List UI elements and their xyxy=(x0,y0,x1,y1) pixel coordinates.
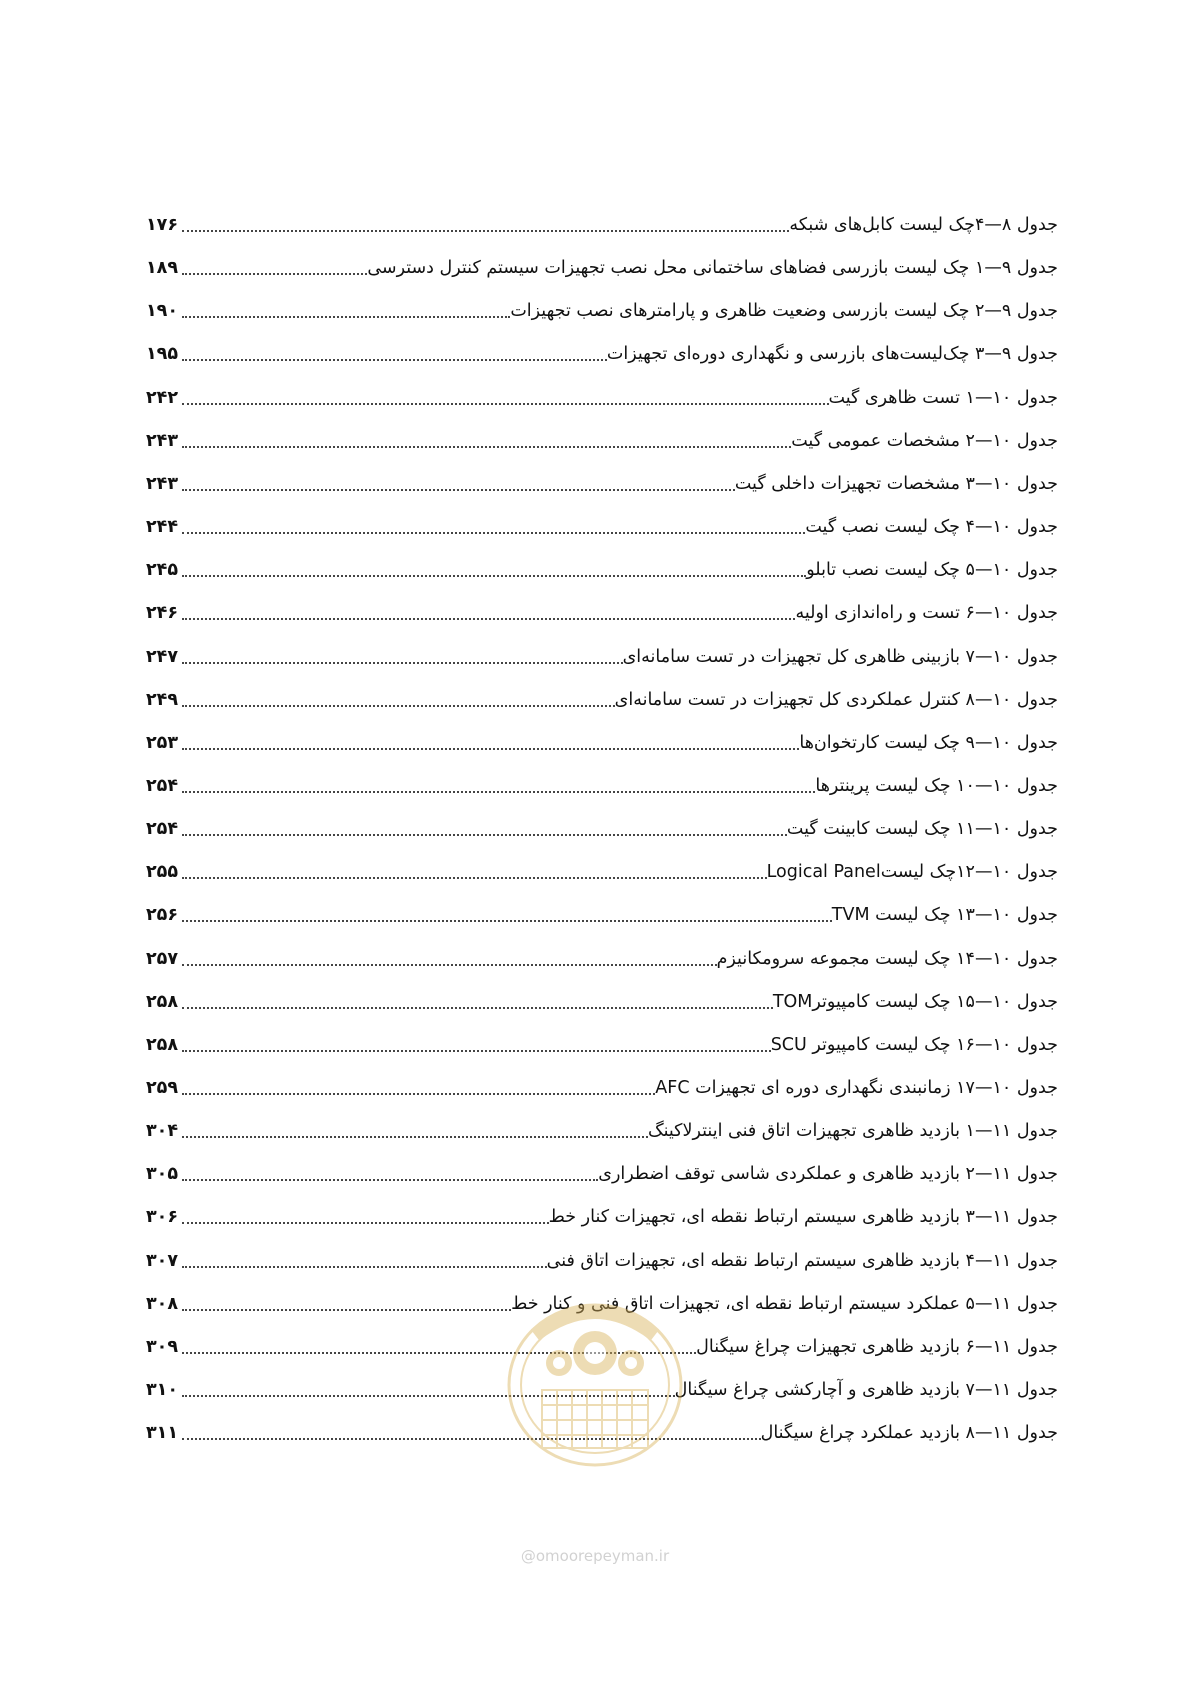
toc-entry[interactable] xyxy=(146,552,1058,582)
toc-entry[interactable] xyxy=(146,336,1058,366)
toc-entry-title: جدول ۱۰—۲ مشخصات عمومی گیت xyxy=(791,431,1058,451)
dot-leader xyxy=(182,877,767,879)
toc-entry-page-number: ۲۴۲ xyxy=(146,388,179,408)
watermark-url: @omoorepeyman.ir xyxy=(520,1547,670,1565)
toc-entry-title: جدول ۱۰—۱۳ چک لیست TVM xyxy=(831,905,1058,925)
toc-entry-page-number: ۳۰۹ xyxy=(146,1337,179,1357)
toc-entry[interactable] xyxy=(146,250,1058,280)
toc-entry-page-number: ۲۴۹ xyxy=(146,690,179,710)
dot-leader xyxy=(182,532,805,534)
toc-entry-title: جدول ۱۰—۱۲چک لیستLogical Panel xyxy=(766,862,1058,882)
dot-leader xyxy=(182,705,615,707)
toc-entry-title: جدول ۱۰—۸ کنترل عملکردی کل تجهیزات در تست سامانه‌ای xyxy=(614,690,1058,710)
dot-leader xyxy=(182,834,787,836)
toc-entry[interactable] xyxy=(146,423,1058,453)
toc-entry-title: جدول ۱۰—۷ بازبینی ظاهری کل تجهیزات در تست سامانه‌ای xyxy=(622,647,1058,667)
dot-leader xyxy=(182,1395,675,1397)
toc-entry-title: جدول ۹—۲ چک لیست بازرسی وضعیت ظاهری و پارامترهای نصب تجهیزات xyxy=(510,301,1058,321)
dot-leader xyxy=(182,316,510,318)
toc-entry-page-number: ۲۴۵ xyxy=(146,560,179,580)
toc-entry[interactable] xyxy=(146,725,1058,755)
toc-entry[interactable] xyxy=(146,639,1058,669)
toc-entry[interactable] xyxy=(146,1286,1058,1316)
toc-entry[interactable] xyxy=(146,897,1058,927)
dot-leader xyxy=(182,446,791,448)
toc-entry-page-number: ۲۵۴ xyxy=(146,819,179,839)
toc-entry[interactable] xyxy=(146,984,1058,1014)
toc-entry-page-number: ۲۵۷ xyxy=(146,949,179,969)
dot-leader xyxy=(182,1093,655,1095)
toc-entry[interactable] xyxy=(146,466,1058,496)
toc-entry-title: جدول ۱۰—۱۶ چک لیست کامپیوتر SCU xyxy=(770,1035,1058,1055)
toc-entry-page-number: ۲۴۴ xyxy=(146,517,179,537)
toc-entry-page-number: ۱۷۶ xyxy=(146,215,179,235)
dot-leader xyxy=(182,575,806,577)
toc-entry[interactable] xyxy=(146,1070,1058,1100)
dot-leader xyxy=(182,1050,771,1052)
toc-entry-page-number: ۲۵۶ xyxy=(146,905,179,925)
dot-leader xyxy=(182,1352,696,1354)
toc-entry[interactable] xyxy=(146,293,1058,323)
toc-entry[interactable] xyxy=(146,1329,1058,1359)
dot-leader xyxy=(182,489,735,491)
toc-entry-title: جدول ۱۰—۱۱ چک لیست کابینت گیت xyxy=(786,819,1058,839)
toc-entry-page-number: ۲۴۷ xyxy=(146,647,179,667)
toc-entry-page-number: ۳۰۴ xyxy=(146,1121,179,1141)
toc-entry[interactable] xyxy=(146,1372,1058,1402)
toc-entry-title: جدول ۱۰—۱۴ چک لیست مجموعه سرومکانیزم xyxy=(716,949,1058,969)
toc-entry-title: جدول ۹—۳ چک‌لیست‌های بازرسی و نگهداری دوره‌ای تجهیزات xyxy=(606,344,1058,364)
toc-entry-title: جدول ۱۰—۱ تست ظاهری گیت xyxy=(828,388,1058,408)
toc-entry-page-number: ۳۱۱ xyxy=(146,1423,179,1443)
toc-entry[interactable] xyxy=(146,380,1058,410)
toc-entry-title: جدول ۱۱—۸ بازدید عملکرد چراغ سیگنال xyxy=(760,1423,1058,1443)
toc-entry-title: جدول ۱۱—۶ بازدید ظاهری تجهیزات چراغ سیگنال xyxy=(696,1337,1058,1357)
toc-entry-page-number: ۳۰۸ xyxy=(146,1294,179,1314)
toc-entry-title: جدول ۱۱—۱ بازدید ظاهری تجهیزات اتاق فنی اینترلاکینگ xyxy=(647,1121,1058,1141)
toc-entry-page-number: ۲۵۴ xyxy=(146,776,179,796)
toc-entry-title: جدول ۱۰—۹ چک لیست کارتخوان‌ها xyxy=(799,733,1058,753)
toc-entry[interactable] xyxy=(146,1113,1058,1143)
toc-entry[interactable] xyxy=(146,1243,1058,1273)
toc-entry-page-number: ۳۰۵ xyxy=(146,1164,179,1184)
toc-entry-title: جدول ۱۱—۲ بازدید ظاهری و عملکردی شاسی توقف اضطراری xyxy=(598,1164,1058,1184)
toc-entry-page-number: ۲۵۳ xyxy=(146,733,179,753)
toc-entry[interactable] xyxy=(146,207,1058,237)
toc-entry-page-number: ۲۴۳ xyxy=(146,431,179,451)
toc-entry-page-number: ۲۵۸ xyxy=(146,1035,179,1055)
toc-entry-title: جدول ۱۰—۴ چک لیست نصب گیت xyxy=(805,517,1058,537)
toc-entry-title: جدول ۸—۴چک لیست کابل‌های شبکه xyxy=(789,215,1058,235)
toc-entry-page-number: ۱۹۰ xyxy=(146,301,179,321)
dot-leader xyxy=(182,791,815,793)
dot-leader xyxy=(182,1007,773,1009)
toc-entry[interactable] xyxy=(146,1199,1058,1229)
dot-leader xyxy=(182,662,623,664)
toc-entry-title: جدول ۹—۱ چک لیست بازرسی فضاهای ساختمانی محل نصب تجهیزات سیستم کنترل دسترسی xyxy=(367,258,1058,278)
toc-entry-title: جدول ۱۰—۶ تست و راه‌اندازی اولیه xyxy=(795,603,1058,623)
toc-entry-title: جدول ۱۱—۴ بازدید ظاهری سیستم ارتباط نقطه ای، تجهیزات اتاق فنی xyxy=(546,1251,1058,1271)
dot-leader xyxy=(182,1309,511,1311)
dot-leader xyxy=(182,618,795,620)
toc-entry[interactable] xyxy=(146,768,1058,798)
dot-leader xyxy=(182,359,607,361)
dot-leader xyxy=(182,403,829,405)
toc-entry-page-number: ۳۱۰ xyxy=(146,1380,179,1400)
dot-leader xyxy=(182,1266,547,1268)
toc-entry-title: جدول ۱۰—۱۷ زمانبندی نگهداری دوره ای تجهیزات AFC xyxy=(655,1078,1058,1098)
toc-entry-title: جدول ۱۰—۳ مشخصات تجهیزات داخلی گیت xyxy=(734,474,1058,494)
dot-leader xyxy=(182,1438,761,1440)
toc-entry-title: جدول ۱۱—۳ بازدید ظاهری سیستم ارتباط نقطه ای، تجهیزات کنار خط xyxy=(548,1207,1058,1227)
dot-leader xyxy=(182,1136,648,1138)
toc-entry-page-number: ۲۵۹ xyxy=(146,1078,179,1098)
toc-entry[interactable] xyxy=(146,811,1058,841)
toc-entry[interactable] xyxy=(146,509,1058,539)
dot-leader xyxy=(182,1222,549,1224)
toc-entry-title: جدول ۱۰—۱۰ چک لیست پرینترها xyxy=(815,776,1058,796)
dot-leader xyxy=(182,273,367,275)
toc-entry[interactable] xyxy=(146,1415,1058,1445)
toc-entry-page-number: ۱۸۹ xyxy=(146,258,179,278)
toc-entry[interactable] xyxy=(146,854,1058,884)
toc-entry-page-number: ۲۴۳ xyxy=(146,474,179,494)
dot-leader xyxy=(182,748,799,750)
toc-entry-page-number: ۲۵۵ xyxy=(146,862,179,882)
toc-entry-title: جدول ۱۱—۵ عملکرد سیستم ارتباط نقطه ای، تجهیزات اتاق فنی و کنار خط xyxy=(511,1294,1058,1314)
toc-entry-page-number: ۳۰۷ xyxy=(146,1251,179,1271)
toc-entry-title: جدول ۱۰—۱۵ چک لیست کامپیوترTOM xyxy=(772,992,1058,1012)
toc-entry-title: جدول ۱۰—۵ چک لیست نصب تابلو xyxy=(806,560,1058,580)
toc-entry[interactable] xyxy=(146,682,1058,712)
dot-leader xyxy=(182,230,789,232)
toc-entry[interactable] xyxy=(146,1156,1058,1186)
toc-entry[interactable] xyxy=(146,595,1058,625)
toc-entry[interactable] xyxy=(146,941,1058,971)
dot-leader xyxy=(182,1179,598,1181)
toc-entry-page-number: ۲۵۸ xyxy=(146,992,179,1012)
dot-leader xyxy=(182,920,832,922)
toc-entry-page-number: ۱۹۵ xyxy=(146,344,179,364)
toc-entry-page-number: ۳۰۶ xyxy=(146,1207,179,1227)
dot-leader xyxy=(182,964,717,966)
toc-entry[interactable] xyxy=(146,1027,1058,1057)
toc-entry-title: جدول ۱۱—۷ بازدید ظاهری و آچارکشی چراغ سیگنال xyxy=(674,1380,1058,1400)
toc-entry-page-number: ۲۴۶ xyxy=(146,603,179,623)
